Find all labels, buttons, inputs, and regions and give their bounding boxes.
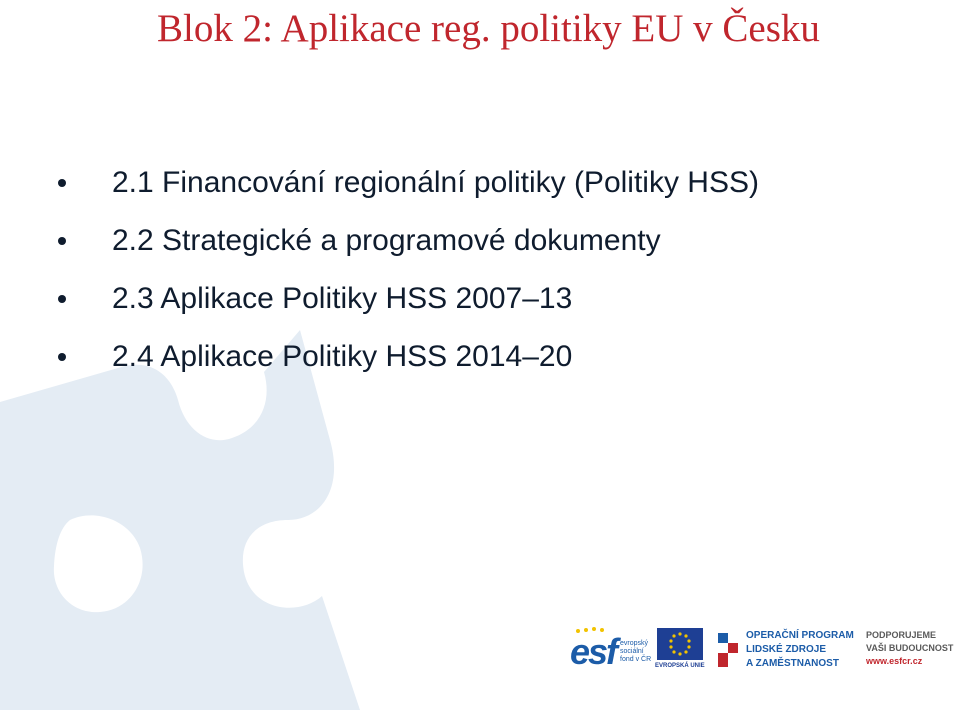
esf-logo [570, 626, 650, 672]
op-caption-line: A ZAMĚSTNANOST [746, 658, 839, 669]
esf-caption [620, 640, 652, 664]
esf-caption-line: evropský [620, 640, 649, 647]
support-line: VAŠI BUDOUCNOST [866, 643, 954, 653]
op-caption [746, 629, 854, 671]
bullet-text: 2.3 Aplikace Politiky HSS 2007–13 [112, 282, 573, 315]
bullet-text: 2.2 Strategické a programové dokumenty [112, 224, 661, 257]
bullet-dot-icon [58, 353, 66, 361]
eu-caption: EVROPSKÁ UNIE [655, 663, 705, 669]
bullet-item [58, 158, 759, 216]
footer-logos [570, 624, 959, 676]
bullet-text: 2.1 Financování regionální politiky (Politiky HSS) [112, 166, 759, 199]
op-caption-line: OPERAČNÍ PROGRAM [746, 630, 854, 641]
bullet-dot-icon [58, 295, 66, 303]
eu-logo [655, 628, 707, 672]
bullet-item [58, 274, 759, 332]
esf-caption-line: sociální [620, 648, 644, 655]
bullet-item [58, 332, 759, 390]
esf-mark: esf [570, 631, 617, 672]
bullet-dot-icon [58, 179, 66, 187]
op-figure-icon [716, 629, 740, 669]
support-line: PODPORUJEME [866, 630, 937, 640]
bullet-text: 2.4 Aplikace Politiky HSS 2014–20 [112, 340, 573, 373]
bullet-item [58, 216, 759, 274]
eu-flag-icon [657, 628, 703, 660]
slide-title: Blok 2: Aplikace reg. politiky EU v Česku [157, 7, 820, 50]
esf-caption-line: fond v ČR [620, 656, 652, 663]
support-url: www.esfcr.cz [866, 656, 923, 666]
op-logo [716, 627, 856, 673]
support-logo [866, 629, 953, 668]
bullet-list [58, 158, 759, 390]
op-caption-line: LIDSKÉ ZDROJE [746, 644, 827, 655]
bullet-dot-icon [58, 237, 66, 245]
